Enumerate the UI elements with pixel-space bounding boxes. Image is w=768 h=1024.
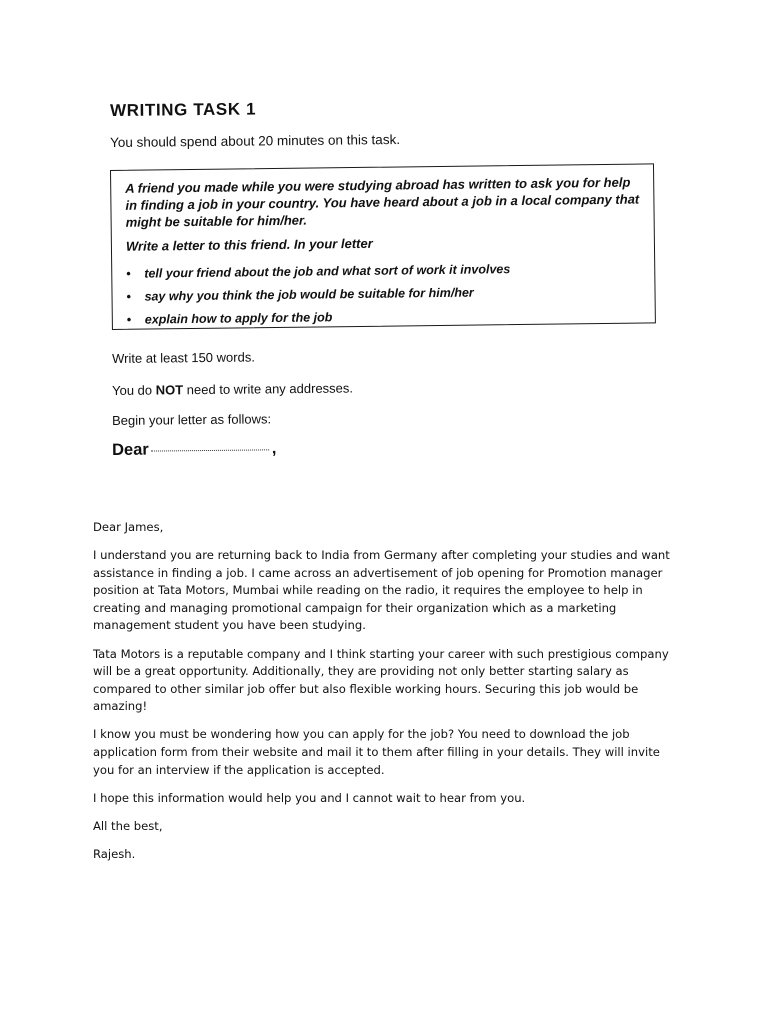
begin-letter-note: Begin your letter as follows:	[112, 411, 272, 428]
letter-signature: Rajesh.	[93, 846, 136, 861]
addresses-note	[112, 380, 353, 398]
letter-body	[93, 519, 673, 874]
addresses-note-end: need to write any addresses.	[183, 380, 354, 398]
task-heading: WRITING TASK 1	[110, 99, 257, 120]
task-bullet	[126, 281, 510, 309]
bullet-dot-icon: •	[126, 312, 132, 327]
task-time-note: You should spend about 20 minutes on this task.	[110, 131, 401, 150]
dear-template-word: Dear	[112, 440, 149, 459]
addresses-note-emphasis: NOT	[155, 382, 184, 398]
letter-salutation: Dear James,	[93, 520, 164, 534]
letter-closing: All the best,	[93, 818, 163, 833]
task-prompt-box	[110, 163, 656, 330]
dotted-blank-line	[151, 449, 269, 451]
letter-paragraph: I understand you are returning back to India from Germany after completing your studies and want assistance in finding a job. I came across an advertisement of job opening for Promotion manager position at Tata Motors, Mumbai while reading on the radio, it requires the employee to help in creating and managing promotional campaign for their organization which as a marketing management student you have been studying.	[93, 548, 670, 633]
dear-template-comma: ,	[271, 439, 277, 458]
task-bullet-text: explain how to apply for the job	[144, 310, 333, 327]
task-instruction: Write a letter to this friend. In your letter	[125, 235, 373, 254]
addresses-note-start: You do	[112, 382, 156, 398]
task-bullet-text: say why you think the job would be suitable for him/her	[144, 285, 474, 304]
task-prompt-text: A friend you made while you were studying abroad has written to ask you for help in finding a job in your country. You have heard about a job in a local company that might be suitable for him/her.	[125, 174, 640, 230]
bullet-dot-icon: •	[126, 266, 131, 281]
letter-paragraph: I hope this information would help you and I cannot wait to hear from you.	[93, 790, 526, 805]
task-bullet	[127, 304, 511, 332]
word-count-note: Write at least 150 words.	[112, 349, 255, 366]
bullet-dot-icon: •	[126, 289, 132, 304]
task-bullet-list	[126, 258, 511, 332]
dear-template	[112, 439, 276, 460]
letter-paragraph: Tata Motors is a reputable company and I think starting your career with such prestigious company will be a great opportunity. Additionally, they are providing not only better starting salary as compared to other similar job offer but also flexible working hours. Securing this job would be amazing!	[93, 646, 669, 714]
letter-paragraph: I know you must be wondering how you can apply for the job? You need to download the job application form from their website and mail it to them after filling in your details. They will invite you for an interview if the application is accepted.	[93, 727, 660, 777]
task-bullet-text: tell your friend about the job and what sort of work it involves	[144, 262, 511, 281]
